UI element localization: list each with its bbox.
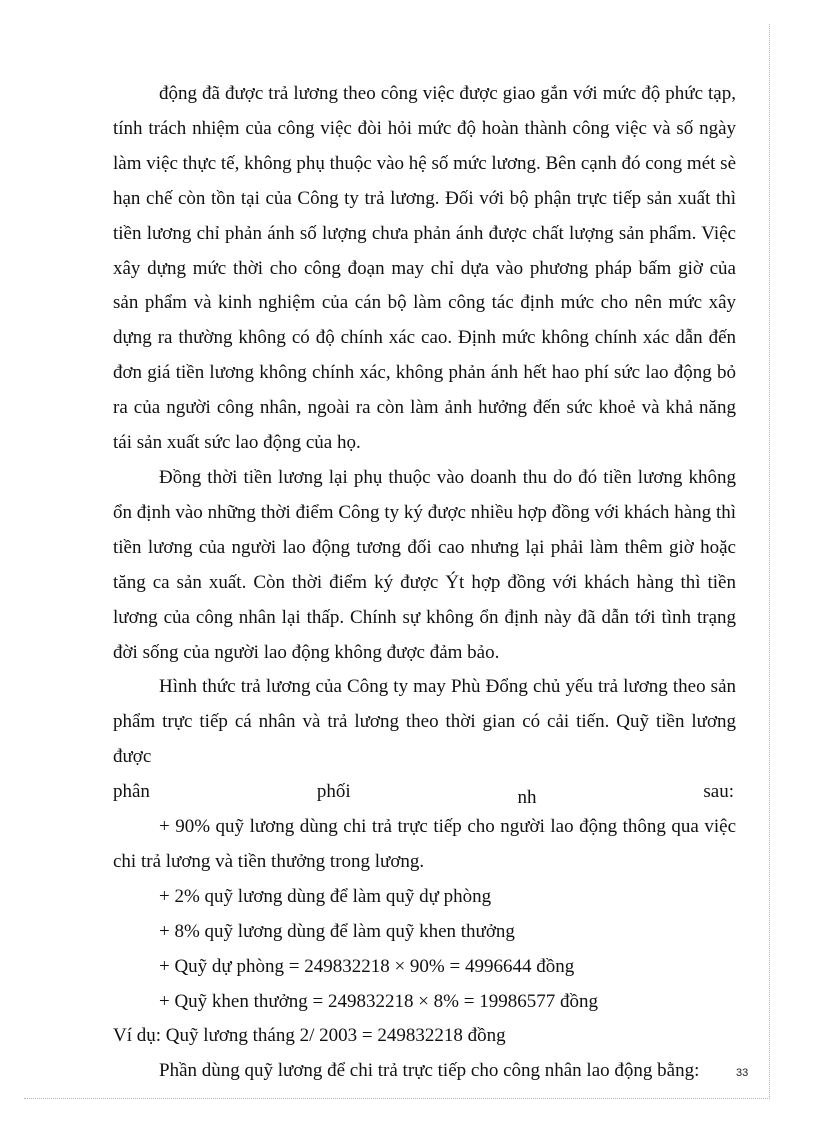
spread-word: phân (113, 781, 150, 803)
page-border-right (769, 24, 770, 1099)
document-body (113, 77, 736, 1089)
bullet-item: + Quỹ dự phòng = 249832218 × 90% = 4996644 đồng (159, 955, 575, 977)
bullet-item: + 8% quỹ lương dùng để làm quỹ khen thưởng (159, 920, 515, 942)
paragraph-2: Đồng thời tiền lương lại phụ thuộc vào doanh thu do đó tiền lương không ổn định vào những thời điểm Công ty ký được nhiều hợp đồng với khách hàng thì tiền lương của người lao động tương đối cao nhưng lại phải làm thêm giờ hoặc tăng ca sản xuất. Còn thời điểm ký được Ýt hợp đồng với khách hàng thì tiền lương của công nhân lại thấp. Chính sự không ổn định này đã dẫn tới tình trạng đời sống của người lao động không được đảm bảo. (113, 466, 736, 663)
paragraph-3-spread-line (113, 775, 736, 810)
bullet-item: + 90% quỹ lương dùng chi trả trực tiếp cho người lao động thông qua việc chi trả lương và tiền thưởng trong lương. (113, 816, 736, 872)
spread-word: nh (517, 787, 537, 809)
paragraph-3: Hình thức trả lương của Công ty may Phù Đổng chủ yếu trả lương theo sản phẩm trực tiếp cá nhân và trả lương theo thời gian có cải tiến. Quỹ tiền lương được (113, 676, 736, 768)
bullet-item: + Quỹ khen thưởng = 249832218 × 8% = 19986577 đồng (159, 990, 598, 1012)
page-border-bottom (24, 1098, 770, 1099)
example-line: Ví dụ: Quỹ lương tháng 2/ 2003 = 249832218 đồng (113, 1025, 506, 1047)
spread-word: sau: (703, 781, 734, 803)
last-paragraph: Phần dùng quỹ lương để chi trả trực tiếp cho công nhân lao động bằng: (159, 1060, 700, 1082)
bullet-item: + 2% quỹ lương dùng để làm quỹ dự phòng (159, 885, 492, 907)
spread-word: phối (316, 781, 351, 803)
page-number: 33 (736, 1067, 749, 1079)
paragraph-1: động đã được trả lương theo công việc được giao gắn với mức độ phức tạp, tính trách nhiệm của công việc đòi hỏi mức độ hoàn thành công việc và số ngày làm việc thực tế, không phụ thuộc vào hệ số mức lương. Bên cạnh đó cong mét sè hạn chế còn tồn tại của Công ty trả lương. Đối với bộ phận trực tiếp sản xuất thì tiền lương chỉ phản ánh số lượng chưa phản ánh được chất lượng sản phẩm. Việc xây dựng mức thời cho công đoạn may chỉ dựa vào phương pháp bấm giờ của sản phẩm và kinh nghiệm của cán bộ làm công tác định mức cho nên mức xây dựng ra thường không có độ chính xác cao. Định mức không chính xác dẫn đến đơn giá tiền lương không chính xác, không phản ánh hết hao phí sức lao động bỏ ra của người công nhân, ngoài ra còn làm ảnh hưởng đến sức khoẻ và khả năng tái sản xuất sức lao động của họ. (113, 83, 736, 454)
